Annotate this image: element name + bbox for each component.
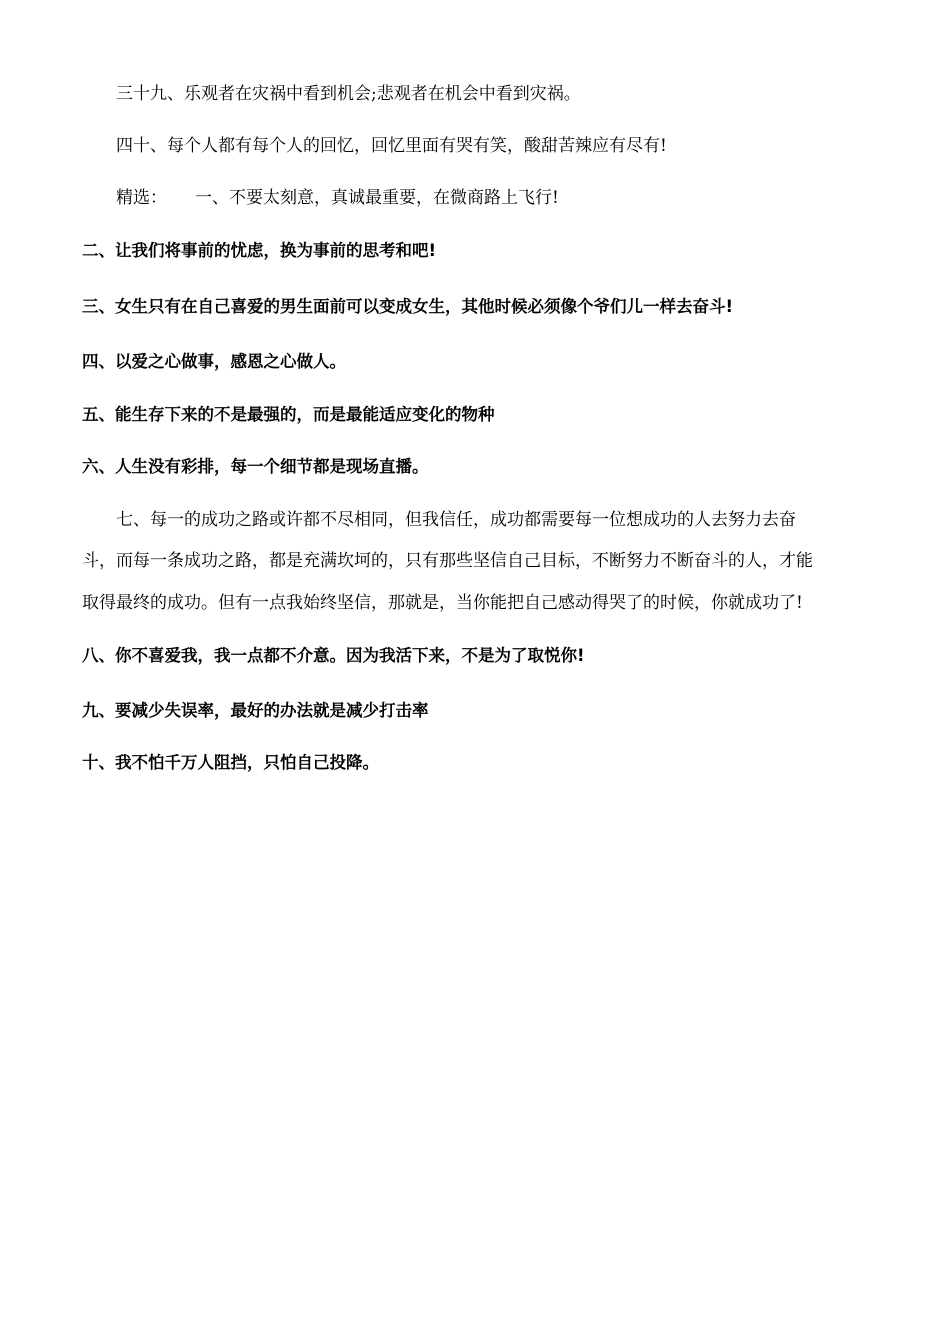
item-8: 八、你不喜爱我，我一点都不介意。因为我活下来，不是为了取悦你! <box>82 646 585 665</box>
featured-label: 精选： <box>116 188 167 208</box>
item-7-line-2: 斗，而每一条成功之路，都是充满坎坷的，只有那些坚信自己目标，不断努力不断奋斗的人，才能 <box>82 551 813 571</box>
item-7-line-1: 七、每一的成功之路或许都不尽相同，但我信任，成功都需要每一位想成功的人去努力去奋 <box>116 510 796 530</box>
item-4: 四、以爱之心做事，感恩之心做人。 <box>82 352 346 371</box>
item-5: 五、能生存下来的不是最强的，而是最能适应变化的物种 <box>82 405 495 424</box>
item-9: 九、要减少失误率，最好的办法就是减少打击率 <box>82 701 429 720</box>
item-3: 三、女生只有在自己喜爱的男生面前可以变成女生，其他时候必须像个爷们儿一样去奋斗! <box>82 297 734 316</box>
item-2: 二、让我们将事前的忧虑，换为事前的思考和吧! <box>82 241 437 260</box>
item-7-line-3: 取得最终的成功。但有一点我始终坚信，那就是，当你能把自己感动得哭了的时候，你就成功了! <box>82 593 803 613</box>
paragraph-39: 三十九、乐观者在灾祸中看到机会;悲观者在机会中看到灾祸。 <box>116 84 581 104</box>
paragraph-40: 四十、每个人都有每个人的回忆，回忆里面有哭有笑，酸甜苦辣应有尽有! <box>116 136 667 156</box>
featured-paragraph <box>116 186 906 210</box>
item-10: 十、我不怕千万人阻挡，只怕自己投降。 <box>82 753 379 772</box>
featured-item-1: 一、不要太刻意，真诚最重要，在微商路上飞行! <box>195 188 559 208</box>
item-6: 六、人生没有彩排，每一个细节都是现场直播。 <box>82 457 429 476</box>
